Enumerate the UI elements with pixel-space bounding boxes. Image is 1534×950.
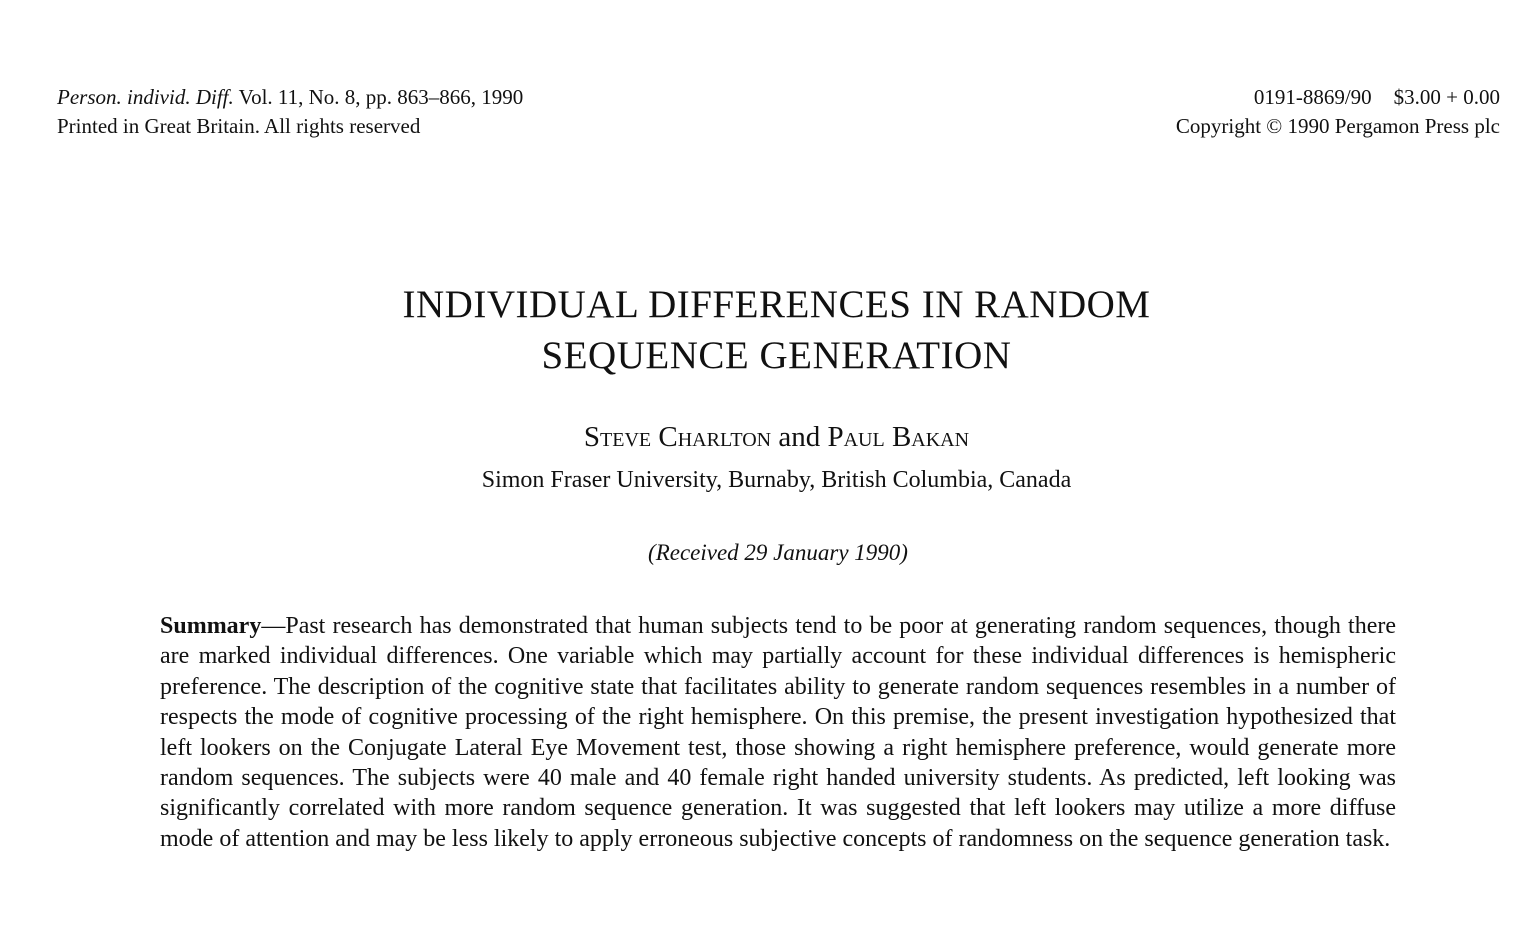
summary-label: Summary [160,613,262,639]
journal-name: Person. individ. Diff. [57,85,234,109]
author-2: Paul Bakan [827,421,970,453]
title-line-1: INDIVIDUAL DIFFERENCES IN RANDOM [402,283,1151,326]
author-conjunction: and [771,421,828,453]
journal-citation-line [57,83,523,112]
received-date: (Received 29 January 1990) [648,540,908,565]
summary-paragraph [160,611,1396,854]
paper-title [0,279,1534,381]
title-line-2: SEQUENCE GENERATION [541,334,1012,377]
author-1: Steve Charlton [583,421,772,453]
summary-text: —Past research has demonstrated that human subjects tend to be poor at generating random sequences, though there are marked individual differences. One variable which may partially account for these individual differences is hemispheric preference. The description of the cognitive state that facilitates ability to generate random sequences resembles in a number of respects the mode of cognitive processing of the right hemisphere. On this premise, the present investigation hypothesized that left lookers on the Conjugate Lateral Eye Movement test, those showing a right hemisphere preference, would generate more random sequences. The subjects were 40 male and 40 female right handed university students. As predicted, left looking was significantly correlated with more random sequence generation. It was suggested that left lookers may utilize a more diffuse mode of attention and may be less likely to apply erroneous subjective concepts of randomness on the sequence generation task. [160,613,1396,852]
printed-notice: Printed in Great Britain. All rights reserved [57,114,421,138]
author-list [0,419,1534,455]
journal-volume-pages: Vol. 11, No. 8, pp. 863–866, 1990 [233,85,524,109]
affiliation: Simon Fraser University, Burnaby, British Columbia, Canada [481,467,1072,493]
issn-code: 0191-8869/90 [1253,85,1372,109]
publisher-header [1176,83,1500,141]
copyright-notice: Copyright © 1990 Pergamon Press plc [1175,114,1500,138]
issn-price-line [1176,83,1500,112]
journal-header [57,83,523,141]
price: $3.00 + 0.00 [1393,85,1500,109]
